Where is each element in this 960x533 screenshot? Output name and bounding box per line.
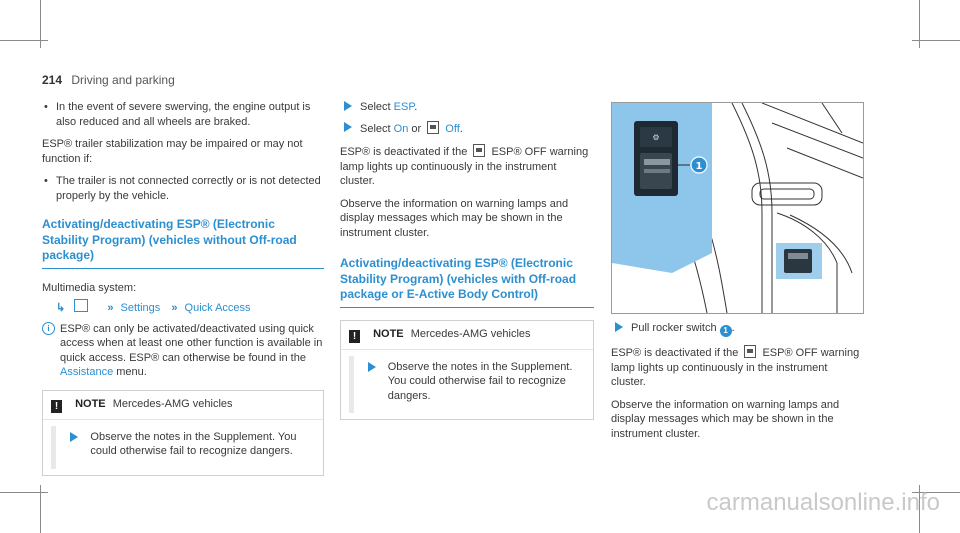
esp-link[interactable]: ESP [393,101,415,113]
esp-off-icon [744,345,756,358]
info-block: i ESP® can only be activated/deactivated using quick access when at least one other function is available in quick access. ESP® can otherwise be found in the Assistance menu. [42,322,324,380]
step-arrow-icon [368,362,376,372]
paragraph: ESP® is deactivated if the ESP® OFF warning lamp lights up continuously in the instrument cluster. [611,347,860,389]
watermark: carmanualsonline.info [706,489,940,517]
column-left [42,100,324,476]
column-right [611,321,863,449]
note-subtitle: Mercedes-AMG vehicles [112,397,233,410]
menu-quick-access-link[interactable]: Quick Access [184,302,251,315]
paragraph: ESP® is deactivated if the ESP® OFF warning lamp lights up continuously in the instrument cluster. [340,146,589,188]
step-arrow-icon [344,122,352,132]
step-pull-switch: Pull rocker switch 1 . [611,321,863,337]
paragraph: ESP® trailer stabilization may be impaired or may not function if: [42,138,303,165]
note-title: NOTE [373,327,404,340]
note-box [340,320,594,421]
paragraph: Observe the information on warning lamps and display messages which may be shown in the instrument cluster. [340,197,569,239]
callout-1-icon: 1 [720,325,732,337]
step-arrow-icon [615,322,623,332]
section-title: Driving and parking [71,73,175,87]
note-box [42,390,324,476]
off-link[interactable]: Off [445,122,460,135]
esp-off-icon [473,144,485,157]
list-item: • The trailer is not connected correctly or is not detected properly by the vehicle. [44,175,321,202]
page-header [42,73,175,89]
on-link[interactable]: On [393,122,409,135]
step-select-esp: Select ESP. [340,100,594,115]
svg-text:⚙: ⚙ [652,133,660,142]
chevron-right-icon: » [171,302,178,315]
note-title: NOTE [75,397,106,410]
assistance-link[interactable]: Assistance [60,366,114,379]
column-middle [340,100,594,420]
home-icon [74,299,88,312]
step-select-on-off: Select On or Off. [340,121,594,137]
figure-callout: 1 [695,161,703,172]
crop-mark [0,40,48,41]
console-figure [611,102,864,314]
note-step: Observe the notes in the Supplement. You could otherwise fail to recognize dangers. [56,420,323,469]
esp-off-icon [427,121,439,134]
step-arrow-icon [70,432,78,442]
menu-path [42,299,324,316]
chevron-right-icon: » [107,302,114,315]
console-illustration [612,103,863,313]
step-arrow-icon [344,101,352,111]
list-item: • In the event of severe swerving, the engine output is also reduced and all wheels are braked. [44,101,311,128]
paragraph: Observe the information on warning lamps and display messages which may be shown in the instrument cluster. [611,398,840,440]
note-subtitle: Mercedes-AMG vehicles [410,327,531,340]
crop-mark [0,492,48,493]
page-number: 214 [42,73,63,87]
system-label: Multimedia system: [42,281,137,294]
info-icon: i [42,322,55,335]
crop-mark [912,40,960,41]
section-heading: Activating/deactivating ESP® (Electronic Stability Program) (vehicles without Off-road package) [42,217,324,269]
section-heading: Activating/deactivating ESP® (Electronic Stability Program) (vehicles with Off-road package or E-Active Body Control) [340,256,594,308]
warning-icon: ! [349,330,360,343]
menu-settings-link[interactable]: Settings [120,302,161,315]
path-arrow-icon: ↳ [56,302,66,315]
warning-icon: ! [51,400,62,413]
note-step: Observe the notes in the Supplement. You could otherwise fail to recognize dangers. [354,350,593,414]
